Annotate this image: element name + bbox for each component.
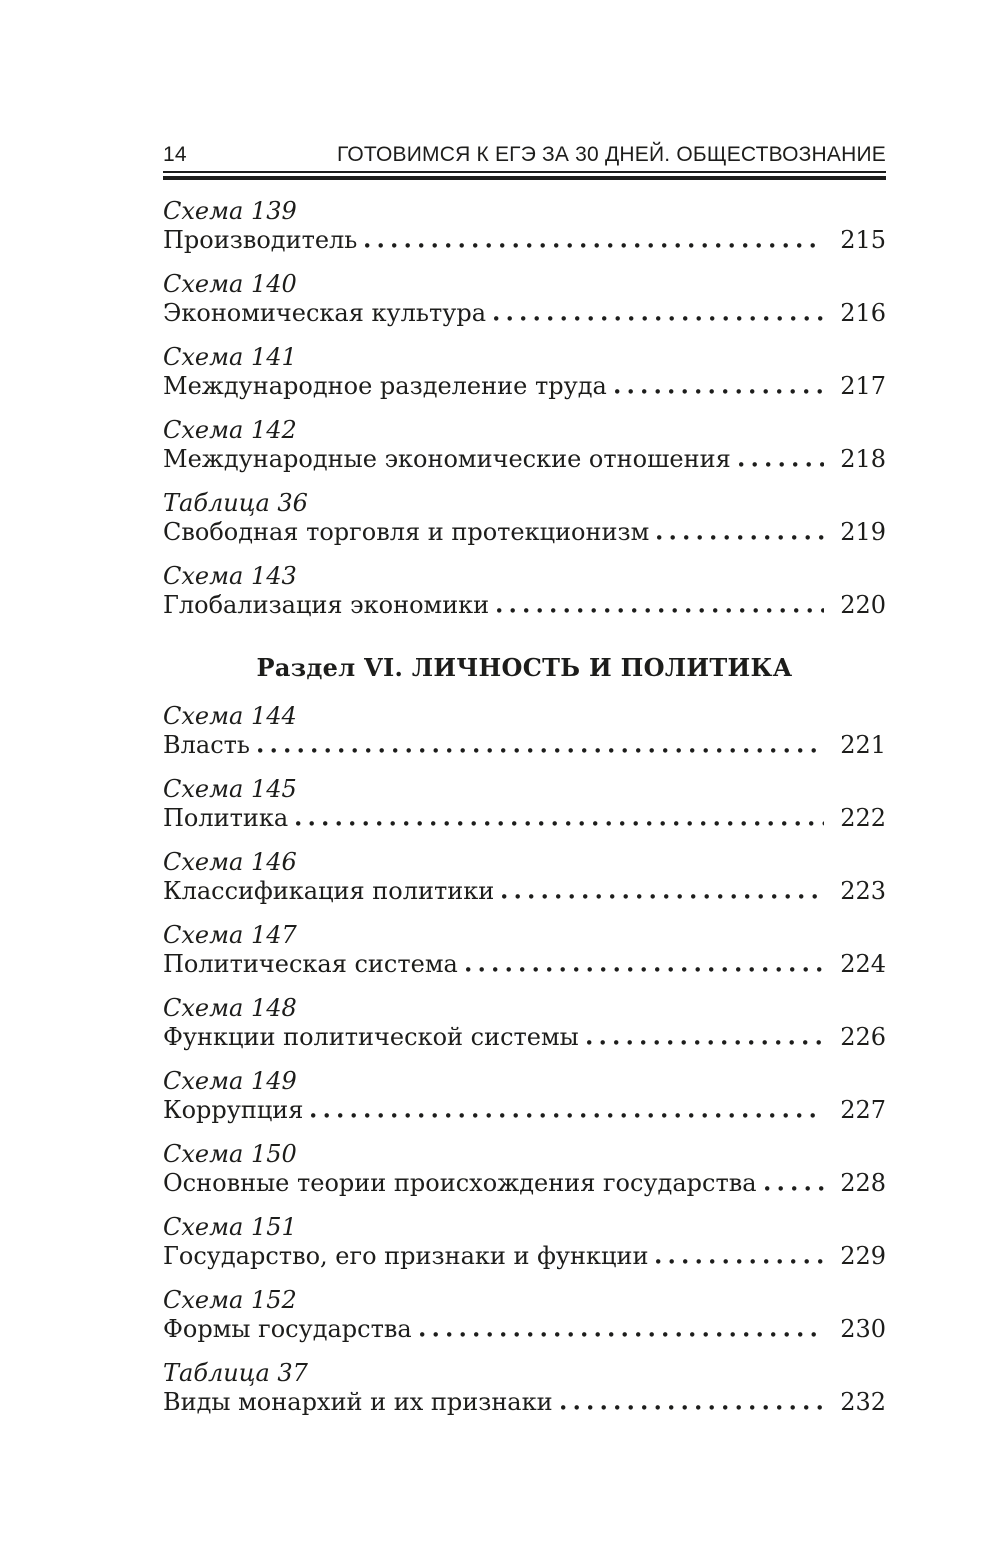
- toc-entry-row: [163, 804, 886, 833]
- toc-entry-row: [163, 1169, 886, 1198]
- dot-leader: [656, 1259, 824, 1264]
- toc-entry: [163, 1213, 886, 1271]
- toc-entry-label: Схема 148: [163, 994, 297, 1022]
- dot-leader: [502, 894, 824, 899]
- toc-entry-label: Схема 152: [163, 1286, 297, 1314]
- dot-leader: [420, 1332, 824, 1337]
- running-head: [163, 143, 886, 167]
- toc-entry-title: Производитель: [163, 226, 358, 254]
- dot-leader: [494, 316, 824, 321]
- toc-entry-row: [163, 877, 886, 906]
- running-title: ГОТОВИМСЯ К ЕГЭ ЗА 30 ДНЕЙ. ОБЩЕСТВОЗНАНИЕ: [336, 143, 886, 166]
- toc-entry-title: Государство, его признаки и функции: [163, 1242, 649, 1270]
- toc-entry-page: 220: [840, 591, 886, 619]
- toc-entry-label: Схема 150: [163, 1140, 297, 1168]
- toc-entry: [163, 489, 886, 547]
- toc-entry-title: Глобализация экономики: [163, 591, 490, 619]
- toc-entry-title: Функции политической системы: [163, 1023, 579, 1051]
- toc-entry-title: Классификация политики: [163, 877, 495, 905]
- table-of-contents: [163, 197, 886, 1417]
- toc-entry-page: 229: [840, 1242, 886, 1270]
- toc-entry: [163, 197, 886, 255]
- toc-entry-title: Формы государства: [163, 1315, 412, 1343]
- dot-leader: [561, 1405, 824, 1410]
- toc-entry-label: Схема 143: [163, 562, 297, 590]
- toc-entry-label: Таблица 37: [163, 1359, 308, 1387]
- toc-entry-title: Виды монархий и их признаки: [163, 1388, 553, 1416]
- toc-entry-title: Политическая система: [163, 950, 458, 978]
- toc-entry: [163, 921, 886, 979]
- toc-entry-row: [163, 591, 886, 620]
- toc-entry-page: 217: [840, 372, 886, 400]
- toc-entry-title: Власть: [163, 731, 250, 759]
- toc-entry-page: 228: [840, 1169, 886, 1197]
- toc-entry-title: Основные теории происхождения государства: [163, 1169, 757, 1197]
- toc-entry-title: Международное разделение труда: [163, 372, 607, 400]
- toc-entry-row: [163, 226, 886, 255]
- dot-leader: [311, 1113, 824, 1118]
- toc-entry-label: Схема 140: [163, 270, 297, 298]
- toc-entry-page: 221: [840, 731, 886, 759]
- toc-entry-row: [163, 1242, 886, 1271]
- toc-entry: [163, 1286, 886, 1344]
- toc-entry-page: 227: [840, 1096, 886, 1124]
- toc-entry-title: Международные экономические отношения: [163, 445, 731, 473]
- toc-entry-page: 218: [840, 445, 886, 473]
- dot-leader: [587, 1040, 824, 1045]
- toc-entry-page: 230: [840, 1315, 886, 1343]
- dot-leader: [739, 462, 824, 467]
- toc-entry: [163, 702, 886, 760]
- dot-leader: [765, 1186, 824, 1191]
- section-heading: Раздел VI. ЛИЧНОСТЬ И ПОЛИТИКА: [256, 653, 793, 682]
- toc-entry-page: 232: [840, 1388, 886, 1416]
- toc-entry-row: [163, 372, 886, 401]
- toc-entry-title: Свободная торговля и протекционизм: [163, 518, 650, 546]
- dot-leader: [365, 243, 824, 248]
- toc-entry-page: 226: [840, 1023, 886, 1051]
- toc-entry: [163, 343, 886, 401]
- toc-entry-row: [163, 731, 886, 760]
- toc-entry-page: 219: [840, 518, 886, 546]
- dot-leader: [466, 967, 824, 972]
- toc-entry-title: Коррупция: [163, 1096, 304, 1124]
- toc-entry-label: Схема 151: [163, 1213, 297, 1241]
- toc-entry-row: [163, 950, 886, 979]
- toc-entry-title: Политика: [163, 804, 289, 832]
- toc-entry-label: Схема 139: [163, 197, 297, 225]
- toc-entry-label: Таблица 36: [163, 489, 308, 517]
- toc-entry-row: [163, 1315, 886, 1344]
- toc-entry: [163, 416, 886, 474]
- toc-entry-title: Экономическая культура: [163, 299, 487, 327]
- toc-entry-label: Схема 147: [163, 921, 297, 949]
- toc-entry: [163, 562, 886, 620]
- toc-entry: [163, 994, 886, 1052]
- toc-entry: [163, 270, 886, 328]
- page-content: [163, 143, 886, 1432]
- toc-entry-row: [163, 1096, 886, 1125]
- dot-leader: [657, 535, 824, 540]
- toc-entry-row: [163, 1388, 886, 1417]
- toc-entry-row: [163, 518, 886, 547]
- dot-leader: [258, 748, 824, 753]
- toc-entry-label: Схема 146: [163, 848, 297, 876]
- toc-entry-label: Схема 149: [163, 1067, 297, 1095]
- toc-entry: [163, 1359, 886, 1417]
- header-rule: [163, 171, 886, 180]
- toc-entry-page: 222: [840, 804, 886, 832]
- toc-entry-row: [163, 445, 886, 474]
- toc-entry-page: 216: [840, 299, 886, 327]
- folio-page-number: 14: [163, 143, 187, 166]
- toc-entry: [163, 848, 886, 906]
- toc-entry: [163, 1067, 886, 1125]
- dot-leader: [615, 389, 824, 394]
- toc-entry-row: [163, 299, 886, 328]
- toc-entry-label: Схема 145: [163, 775, 297, 803]
- toc-entry-page: 215: [840, 226, 886, 254]
- dot-leader: [497, 608, 824, 613]
- toc-entry: [163, 775, 886, 833]
- toc-entry-label: Схема 144: [163, 702, 297, 730]
- toc-entry-label: Схема 141: [163, 343, 297, 371]
- toc-entry: [163, 1140, 886, 1198]
- dot-leader: [296, 821, 824, 826]
- toc-entry-row: [163, 1023, 886, 1052]
- toc-entry-label: Схема 142: [163, 416, 297, 444]
- toc-entry-page: 223: [840, 877, 886, 905]
- toc-entry-page: 224: [840, 950, 886, 978]
